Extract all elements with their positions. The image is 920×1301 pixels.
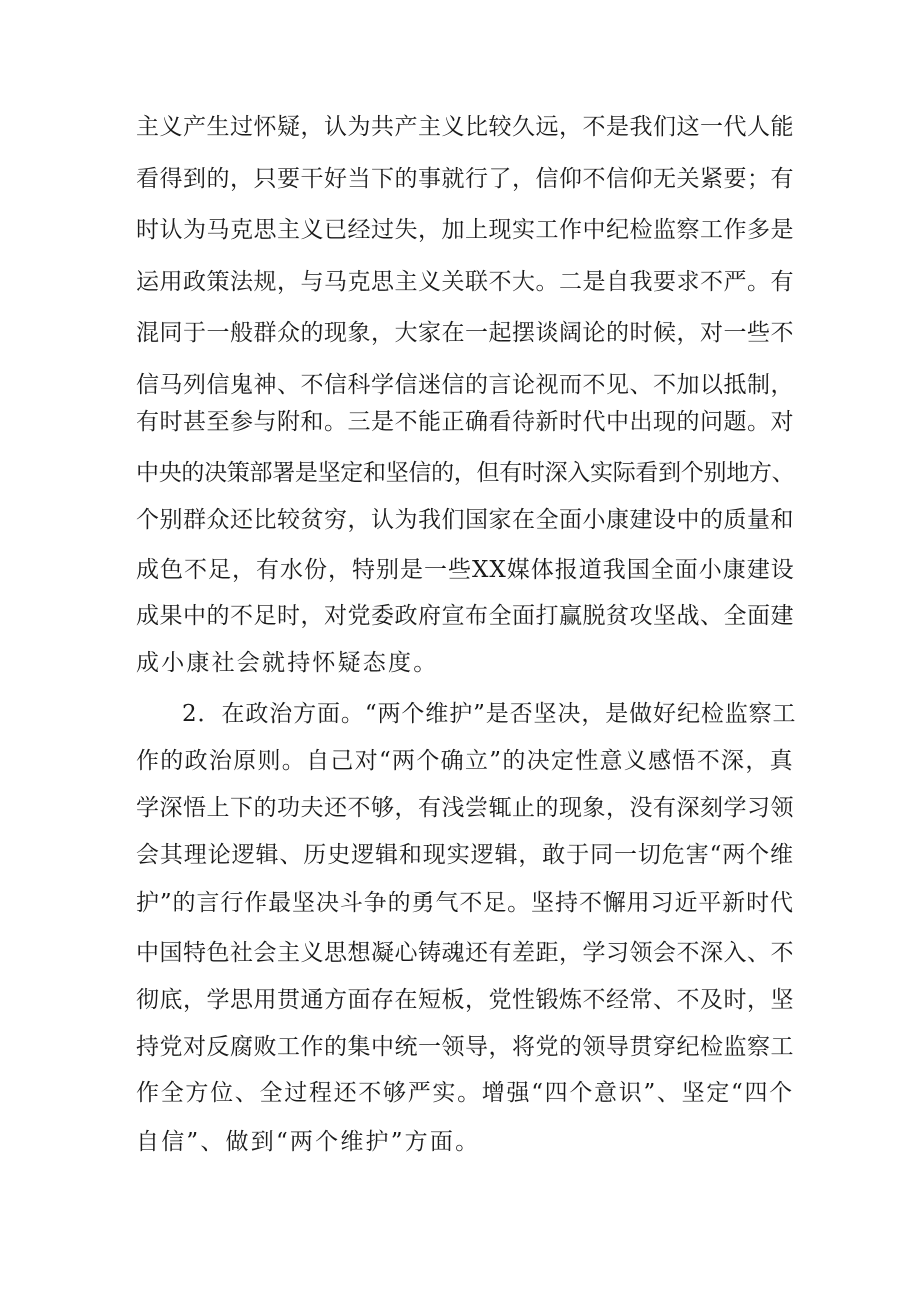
text-line: 主义产生过怀疑，认为共产主义比较久远，不是我们这一代人能 (136, 114, 794, 140)
text-line: 中央的决策部署是坚定和坚信的，但有时深入实际看到个别地方、 (136, 460, 795, 486)
text-line: 成果中的不足时，对党委政府宣布全面打赢脱贫攻坚战、全面建 (136, 603, 794, 629)
text-line: 运用政策法规，与马克思主义关联不大。二是自我要求不严。有 (136, 269, 794, 295)
text-line: 会其理论逻辑、历史逻辑和现实逻辑，敢于同一切危害“两个维 (136, 842, 794, 868)
text-line: 自信”、做到“两个维护”方面。 (136, 1129, 481, 1155)
text-line: 护”的言行作最坚决斗争的勇气不足。坚持不懈用习近平新时代 (136, 890, 794, 916)
text-line: 持党对反腐败工作的集中统一领导，将党的领导贯穿纪检监察工 (136, 1034, 794, 1060)
text-line: 中国特色社会主义思想凝心铸魂还有差距，学习领会不深入、不 (136, 940, 794, 966)
text-line: 作的政治原则。自己对“两个确立”的决定性意义感悟不深，真 (136, 748, 794, 774)
text-line: 信马列信鬼神、不信科学信迷信的言论视而不见、不加以抵制， (136, 372, 794, 398)
text-line: 2．在政治方面。“两个维护”是否坚决，是做好纪检监察工 (182, 701, 797, 727)
text-line: 学深悟上下的功夫还不够，有浅尝辄止的现象，没有深刻学习领 (136, 795, 794, 821)
text-line: 成小康社会就持怀疑态度。 (136, 650, 439, 676)
text-line: 成色不足，有水份，特别是一些XX媒体报道我国全面小康建设 (136, 557, 795, 583)
text-line: 混同于一般群众的现象，大家在一起摆谈阔论的时候，对一些不 (136, 320, 794, 346)
text-line: 作全方位、全过程还不够严实。增强“四个意识”、坚定“四个 (136, 1080, 794, 1106)
text-line: 时认为马克思主义已经过失，加上现实工作中纪检监察工作多是 (136, 217, 794, 243)
text-line: 看得到的，只要干好当下的事就行了，信仰不信仰无关紧要；有 (136, 166, 794, 192)
text-line: 有时甚至参与附和。三是不能正确看待新时代中出现的问题。对 (136, 409, 794, 435)
text-line: 彻底，学思用贯通方面存在短板，党性锻炼不经常、不及时，坚 (136, 987, 794, 1013)
text-line: 个别群众还比较贫穷，认为我们国家在全面小康建设中的质量和 (136, 507, 794, 533)
